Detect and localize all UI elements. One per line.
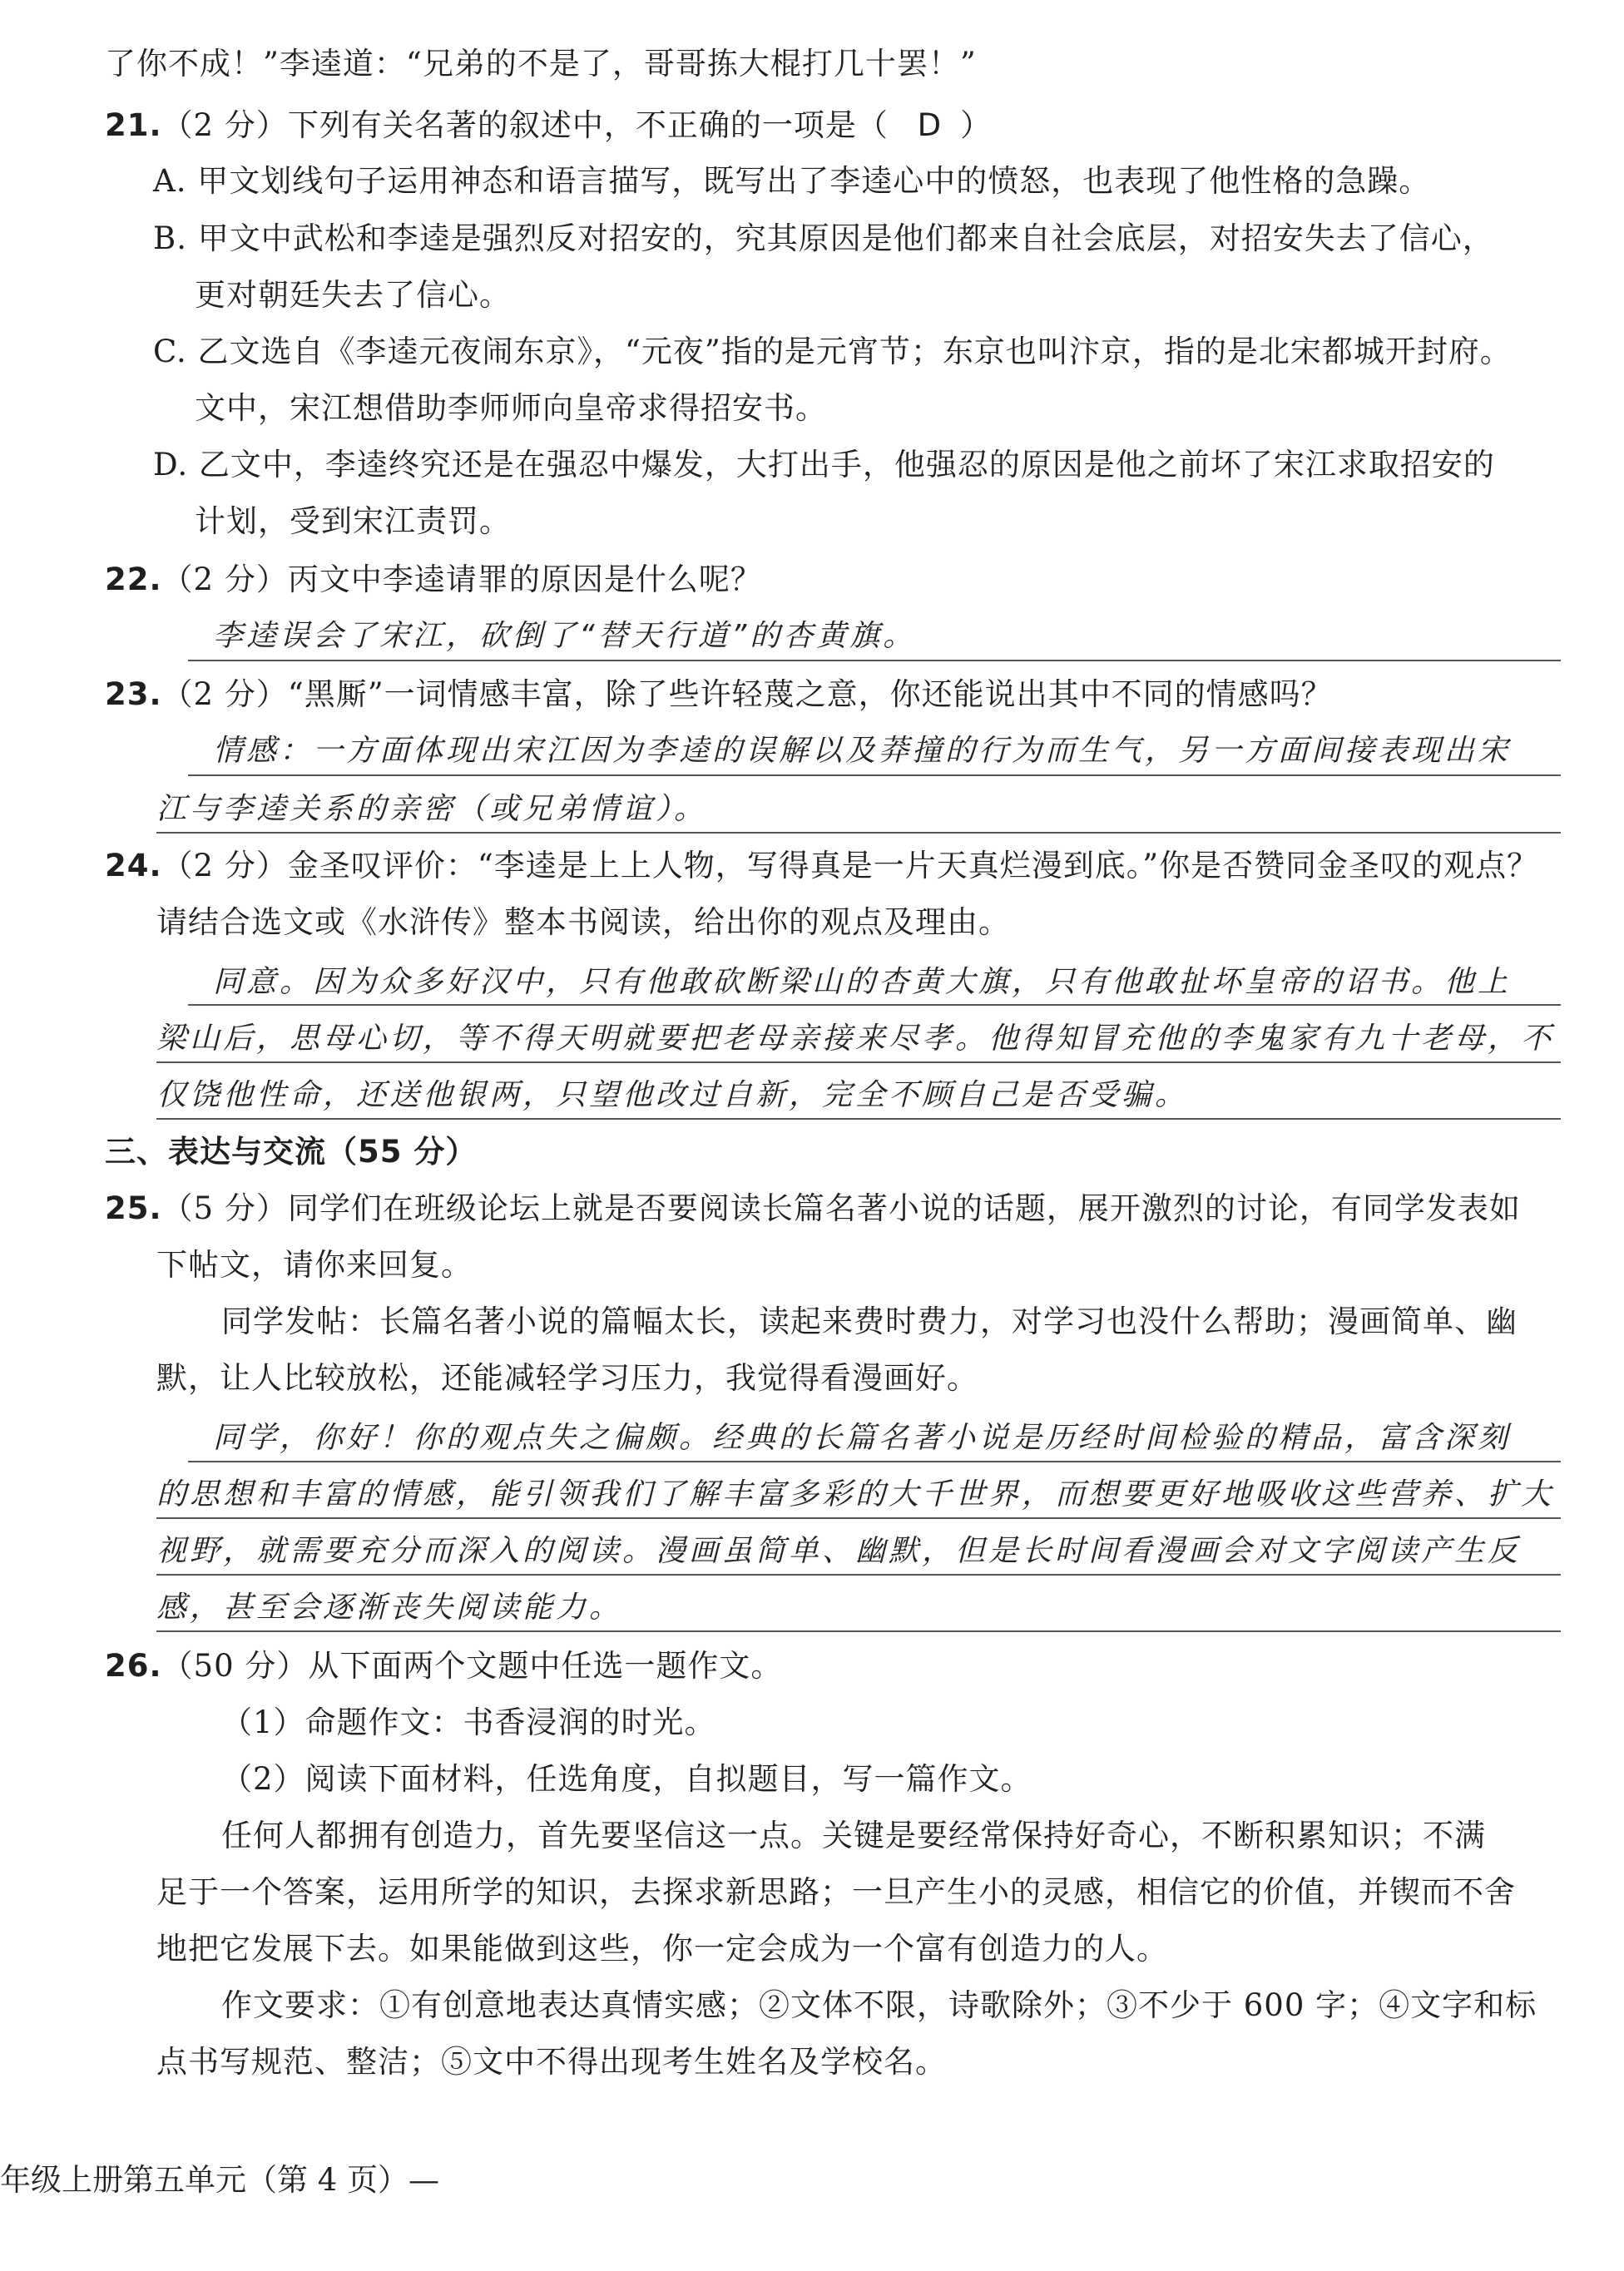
answer-rule [188,1004,1561,1006]
handwritten-reply-line4: 感，甚至会逐渐丧失阅读能力。 [156,1591,623,1625]
option-b-line2: 更对朝廷失去了信心。 [195,277,511,313]
question-24-line2: 请结合选文或《水浒传》整本书阅读，给出你的观点及理由。 [156,904,1010,940]
question-stem: （50 分）从下面两个文题中任选一题作文。 [161,1648,783,1684]
question-25 [105,1188,1521,1230]
question-number: 23. [105,676,162,712]
question-stem: （2 分）下列有关名著的叙述中，不正确的一项是（ [161,107,889,143]
question-stem: （5 分）同学们在班级论坛上就是否要阅读长篇名著小说的话题，展开激烈的讨论，有同学发表如 [161,1190,1521,1226]
handwritten-answer-line2: 江与李逵关系的亲密（或兄弟情谊）。 [156,792,708,826]
question-25-line2: 下帖文，请你来回复。 [156,1247,473,1283]
answer-rule [156,1574,1561,1576]
handwritten-answer-line3: 仅饶他性命，还送他银两，只望他改过自新，完全不顾自己是否受骗。 [156,1078,1189,1112]
handwritten-reply-line3: 视野，就需要充分而深入的阅读。漫画虽简单、幽默，但是长时间看漫画会对文字阅读产生反 [156,1534,1522,1568]
question-number: 24. [105,848,162,883]
question-stem: （2 分）“黑厮”一词情感丰富，除了些许轻蔑之意，你还能说出其中不同的情感吗？ [161,676,1333,712]
requirements-line1: 作文要求：①有创意地表达真情实感；②文体不限，诗歌除外；③不少于 600 字；④文字和标 [221,1987,1537,2023]
handwritten-answer: 李逵误会了宋江，砍倒了“替天行道”的杏黄旗。 [213,619,917,653]
answer-rule [188,1461,1561,1462]
option-a: A. 甲文划线句子运用神态和语言描写，既写出了李逵心中的愤怒，也表现了他性格的急躁。 [153,163,1431,199]
option-d-line2: 计划，受到宋江责罚。 [195,503,511,539]
question-stem: （2 分）金圣叹评价：“李逵是上上人物，写得真是一片天真烂漫到底。”你是否赞同金圣叹的观点？ [161,848,1539,883]
answer-choice: D [917,107,943,143]
bracket-close: ） [960,107,993,143]
requirements-line2: 点书写规范、整洁；⑤文中不得出现考生姓名及学校名。 [156,2044,947,2080]
handwritten-answer-line1: 情感：一方面体现出宋江因为李逵的误解以及莽撞的行为而生气，另一方面间接表现出宋 [213,734,1512,768]
material-line3: 地把它发展下去。如果能做到这些，你一定会成为一个富有创造力的人。 [156,1931,1168,1967]
answer-rule [156,1061,1561,1063]
handwritten-answer-line1: 同意。因为众多好汉中，只有他敢砍断梁山的杏黄大旗，只有他敢扯坏皇帝的诏书。他上 [213,965,1512,999]
answer-rule [188,774,1561,776]
question-24 [105,845,1538,887]
answer-rule [156,1517,1561,1519]
answer-rule [156,1118,1561,1120]
question-number: 26. [105,1648,162,1684]
question-23 [105,674,1333,715]
essay-option-1: （1）命题作文：书香浸润的时光。 [221,1704,716,1740]
question-22 [105,559,762,601]
forum-post-line1: 同学发帖：长篇名著小说的篇幅太长，读起来费时费力，对学习也没什么帮助；漫画简单、幽 [221,1304,1518,1339]
question-26 [105,1645,782,1687]
question-number: 25. [105,1190,162,1226]
option-c-line2: 文中，宋江想借助李师师向皇帝求得招安书。 [195,390,827,426]
question-number: 21. [105,107,162,143]
option-b-line1: B. 甲文中武松和李逵是强烈反对招安的，究其原因是他们都来自社会底层，对招安失去了信心， [153,220,1494,256]
handwritten-answer-line2: 梁山后，思母心切，等不得天明就要把老母亲接来尽孝。他得知冒充他的李鬼家有九十老母，不 [156,1022,1555,1056]
material-line2: 足于一个答案，运用所学的知识，去探求新思路；一旦产生小的灵感，相信它的价值，并锲而不舍 [156,1874,1516,1910]
answer-rule [156,832,1561,834]
question-number: 22. [105,562,162,597]
passage-end-line: 了你不成！”李逵道：“兄弟的不是了，哥哥拣大棍打几十罢！” [105,46,977,82]
essay-option-2: （2）阅读下面材料，任选角度，自拟题目，写一篇作文。 [221,1761,1032,1797]
option-c-line1: C. 乙文选自《李逵元夜闹东京》，“元夜”指的是元宵节；东京也叫汴京，指的是北宋都城开封府。 [153,334,1512,369]
handwritten-reply-line1: 同学，你好！你的观点失之偏颇。经典的长篇名著小说是历经时间检验的精品，富含深刻 [213,1421,1512,1455]
forum-post-line2: 默，让人比较放松，还能减轻学习压力，我觉得看漫画好。 [156,1360,978,1396]
handwritten-reply-line2: 的思想和丰富的情感，能引领我们了解丰富多彩的大千世界，而想要更好地吸收这些营养、扩大 [156,1477,1555,1512]
material-line1: 任何人都拥有创造力，首先要坚信这一点。关键是要经常保持好奇心，不断积累知识；不满 [221,1818,1486,1853]
section-heading: 三、表达与交流（55 分） [105,1134,478,1170]
page-footer: 年级上册第五单元（第 4 页）— [0,2162,440,2198]
answer-rule [156,1630,1561,1632]
question-stem: （2 分）丙文中李逵请罪的原因是什么呢？ [161,562,762,597]
answer-rule [188,660,1561,661]
question-21 [105,105,992,146]
option-d-line1: D. 乙文中，李逵终究还是在强忍中爆发，大打出手，他强忍的原因是他之前坏了宋江求取招安的 [153,447,1495,482]
